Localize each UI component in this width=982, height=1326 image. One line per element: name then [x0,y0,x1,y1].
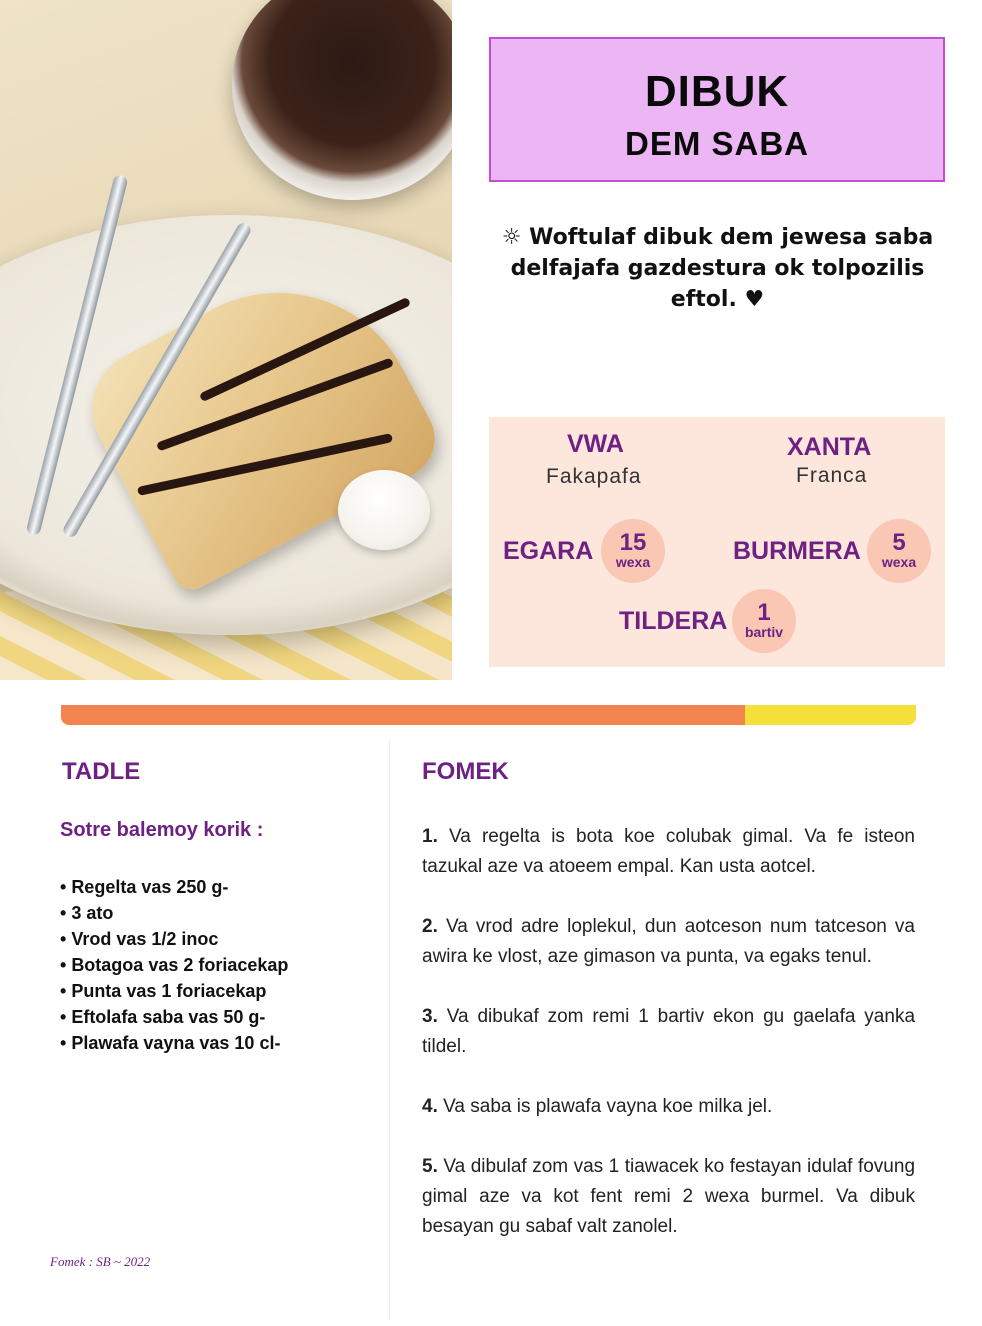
xanta-label: XANTA [787,433,872,461]
egara-unit: wexa [615,554,651,570]
color-bar-yellow [745,705,916,725]
step-number: 1. [422,826,438,847]
step-number: 3. [422,1006,438,1027]
method-steps [422,822,915,1272]
list-item: • Punta vas 1 foriacekap [60,978,288,1004]
chocolate-bowl [232,0,452,200]
step [422,912,915,972]
step-number: 4. [422,1096,438,1117]
footer-credit: Fomek : SB ~ 2022 [50,1254,151,1269]
vwa-label: VWA [567,430,624,458]
burmera-value: 5 [892,529,906,556]
column-divider [389,740,390,1320]
tildera-unit: bartiv [744,624,784,640]
tildera-badge [732,589,796,653]
crepe-photo [0,0,452,680]
ingredients-subtitle: Sotre balemoy korik : [60,819,264,841]
step-text: Va regelta is bota koe colubak gimal. Va fe isteon tazukal aze va atoeem empal. Kan usta aotcel. [422,826,915,877]
step-text: Va vrod adre loplekul, dun aotceson num tatceson va awira ke vlost, aze gimason va punta, va egaks tenul. [422,916,915,967]
burmera-badge [867,519,931,583]
color-bar [61,705,916,725]
ingredients-heading: TADLE [62,758,141,785]
egara-value: 15 [619,529,647,556]
step-text: Va saba is plawafa vayna koe milka jel. [443,1096,773,1117]
step [422,1002,915,1062]
page-subtitle: DEM SABA [624,125,809,162]
xanta-value: Franca [796,464,868,487]
step [422,1092,915,1122]
list-item: • Botagoa vas 2 foriacekap [60,952,288,978]
step-number: 2. [422,916,438,937]
list-item: • Vrod vas 1/2 inoc [60,926,288,952]
tildera-label: TILDERA [619,607,728,635]
page-title: DIBUK [644,67,790,116]
color-bar-orange [61,705,745,725]
step [422,822,915,882]
list-item: • 3 ato [60,900,288,926]
step-text: Va dibulaf zom vas 1 tiawacek ko festayan idulaf fovung gimal aze va kot fent remi 2 wexa burmel. Va dibuk besayan gu sabaf valt zanolel. [422,1156,916,1237]
whipped-cream [338,470,430,550]
list-item: • Eftolafa saba vas 50 g- [60,1004,288,1030]
ingredients-list [60,874,288,1056]
list-item: • Regelta vas 250 g- [60,874,288,900]
egara-badge [601,519,665,583]
step-text: Va dibukaf zom remi 1 bartiv ekon gu gaelafa yanka tildel. [422,1006,916,1057]
step [422,1152,915,1242]
intro-text: ☼ Woftulaf dibuk dem jewesa saba delfajafa gazdestura ok tolpozilis eftol. ♥ [501,225,934,312]
tildera-value: 1 [757,599,771,626]
burmera-label: BURMERA [733,537,861,565]
vwa-value: Fakapafa [546,465,642,488]
step-number: 5. [422,1156,438,1177]
info-box [489,417,945,667]
method-heading: FOMEK [422,758,509,785]
egara-label: EGARA [503,537,594,565]
burmera-unit: wexa [881,554,917,570]
list-item: • Plawafa vayna vas 10 cl- [60,1030,288,1056]
title-box [489,37,945,182]
